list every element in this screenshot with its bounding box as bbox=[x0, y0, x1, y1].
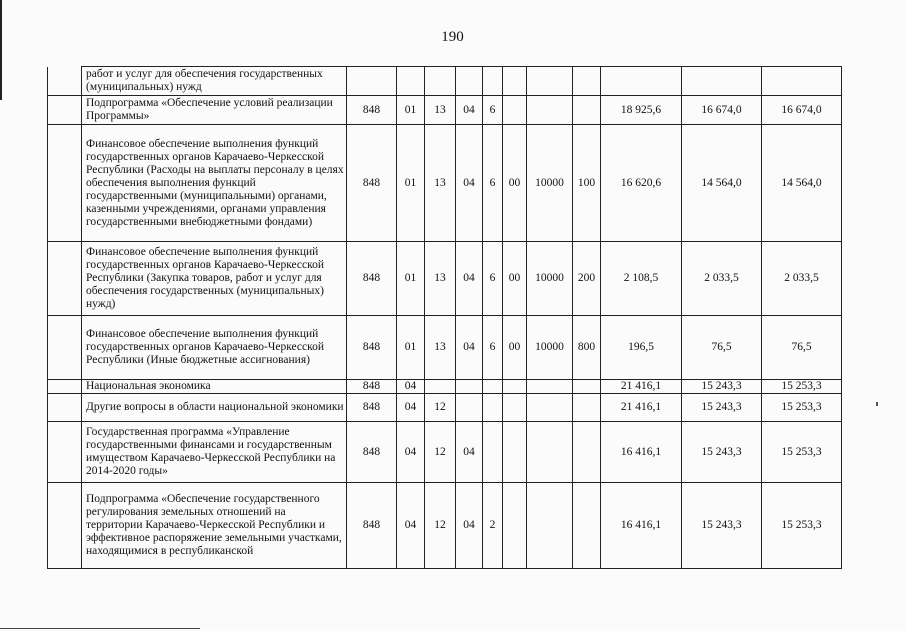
row-name: работ и услуг для обеспечения государственных (муниципальных) нужд bbox=[82, 67, 347, 96]
row-name: Финансовое обеспечение выполнения функций государственных органов Карачаево-Черкесской Республики (Иные бюджетные ассигнования) bbox=[82, 316, 347, 380]
amount-year-1: 2 108,5 bbox=[601, 242, 682, 316]
amount-year-2: 14 564,0 bbox=[682, 125, 762, 242]
row-name: Подпрограмма «Обеспечение условий реализации Программы» bbox=[82, 96, 347, 125]
row-name: Финансовое обеспечение выполнения функций государственных органов Карачаево-Черкесской Республики (Закупка товаров, работ и услуг для обеспечения государственных (муниципальных) нужд) bbox=[82, 242, 347, 316]
amount-year-1: 196,5 bbox=[601, 316, 682, 380]
ministry-code: 848 bbox=[347, 483, 397, 569]
program-code: 04 bbox=[456, 316, 483, 380]
amount-year-3: 16 674,0 bbox=[762, 96, 842, 125]
subprogram-code: 2 bbox=[483, 483, 503, 569]
row-name: Государственная программа «Управление государственными финансами и государственным имуществом Карачаево-Черкесской Республики на 2014-2020 годы» bbox=[82, 422, 347, 483]
subsection-code: 12 bbox=[425, 483, 456, 569]
expense-type-code bbox=[573, 422, 601, 483]
direction-code bbox=[503, 394, 527, 422]
amount-year-3: 15 253,3 bbox=[762, 483, 842, 569]
row-margin-cell bbox=[48, 96, 82, 125]
section-code: 04 bbox=[397, 394, 425, 422]
direction-code: 00 bbox=[503, 316, 527, 380]
row-name: Финансовое обеспечение выполнения функций государственных органов Карачаево-Черкесской Республики (Расходы на выплаты персоналу в целях обеспечения выполнения функций государственными (муниципальными) органами, казенными учреждениями, органами управления государственными внебюджетными фондами) bbox=[82, 125, 347, 242]
amount-year-3 bbox=[762, 67, 842, 96]
expense-type-code: 200 bbox=[573, 242, 601, 316]
subprogram-code bbox=[483, 422, 503, 483]
table-row bbox=[48, 483, 842, 569]
direction-code bbox=[503, 67, 527, 96]
amount-year-2: 16 674,0 bbox=[682, 96, 762, 125]
expense-type-code bbox=[573, 380, 601, 394]
section-code: 04 bbox=[397, 422, 425, 483]
section-code: 04 bbox=[397, 483, 425, 569]
amount-year-1: 18 925,6 bbox=[601, 96, 682, 125]
amount-year-2: 15 243,3 bbox=[682, 380, 762, 394]
page-number: 190 bbox=[441, 29, 464, 45]
subsection-code: 13 bbox=[425, 242, 456, 316]
ministry-code: 848 bbox=[347, 394, 397, 422]
subprogram-code: 6 bbox=[483, 96, 503, 125]
direction-code bbox=[503, 96, 527, 125]
section-code: 01 bbox=[397, 316, 425, 380]
table-row bbox=[48, 380, 842, 394]
target-code: 10000 bbox=[527, 316, 573, 380]
row-margin-cell bbox=[48, 67, 82, 96]
program-code: 04 bbox=[456, 96, 483, 125]
subsection-code: 12 bbox=[425, 422, 456, 483]
section-code: 01 bbox=[397, 96, 425, 125]
direction-code bbox=[503, 483, 527, 569]
amount-year-1 bbox=[601, 67, 682, 96]
target-code bbox=[527, 380, 573, 394]
amount-year-1: 21 416,1 bbox=[601, 380, 682, 394]
table-row bbox=[48, 125, 842, 242]
target-code: 10000 bbox=[527, 125, 573, 242]
table-row bbox=[48, 96, 842, 125]
program-code: 04 bbox=[456, 125, 483, 242]
row-name: Подпрограмма «Обеспечение государственного регулирования земельных отношений на территории Карачаево-Черкесской Республики и эффективное распоряжение земельными участками, находящимися в республиканской bbox=[82, 483, 347, 569]
target-code bbox=[527, 67, 573, 96]
amount-year-2: 76,5 bbox=[682, 316, 762, 380]
amount-year-1: 16 416,1 bbox=[601, 483, 682, 569]
scan-speck bbox=[876, 402, 878, 406]
ministry-code: 848 bbox=[347, 316, 397, 380]
expense-type-code bbox=[573, 96, 601, 125]
expense-type-code bbox=[573, 483, 601, 569]
program-code: 04 bbox=[456, 422, 483, 483]
row-margin-cell bbox=[48, 483, 82, 569]
table-row bbox=[48, 67, 842, 96]
scan-bottom-line bbox=[0, 628, 200, 629]
section-code bbox=[397, 67, 425, 96]
subsection-code: 13 bbox=[425, 125, 456, 242]
subsection-code bbox=[425, 67, 456, 96]
amount-year-1: 16 620,6 bbox=[601, 125, 682, 242]
table-row bbox=[48, 316, 842, 380]
amount-year-3: 15 253,3 bbox=[762, 394, 842, 422]
section-code: 04 bbox=[397, 380, 425, 394]
ministry-code: 848 bbox=[347, 242, 397, 316]
amount-year-3: 15 253,3 bbox=[762, 380, 842, 394]
section-code: 01 bbox=[397, 242, 425, 316]
subsection-code: 13 bbox=[425, 96, 456, 125]
amount-year-1: 21 416,1 bbox=[601, 394, 682, 422]
amount-year-2: 15 243,3 bbox=[682, 394, 762, 422]
row-margin-cell bbox=[48, 125, 82, 242]
subsection-code: 13 bbox=[425, 316, 456, 380]
row-name: Другие вопросы в области национальной экономики bbox=[82, 394, 347, 422]
amount-year-2: 15 243,3 bbox=[682, 483, 762, 569]
row-margin-cell bbox=[48, 380, 82, 394]
row-margin-cell bbox=[48, 394, 82, 422]
scan-left-edge bbox=[0, 0, 2, 100]
amount-year-1: 16 416,1 bbox=[601, 422, 682, 483]
direction-code: 00 bbox=[503, 242, 527, 316]
direction-code: 00 bbox=[503, 125, 527, 242]
ministry-code: 848 bbox=[347, 422, 397, 483]
subprogram-code: 6 bbox=[483, 242, 503, 316]
ministry-code: 848 bbox=[347, 380, 397, 394]
subprogram-code: 6 bbox=[483, 125, 503, 242]
expense-type-code bbox=[573, 394, 601, 422]
expense-type-code bbox=[573, 67, 601, 96]
expense-type-code: 800 bbox=[573, 316, 601, 380]
program-code bbox=[456, 67, 483, 96]
program-code: 04 bbox=[456, 242, 483, 316]
direction-code bbox=[503, 380, 527, 394]
subprogram-code bbox=[483, 394, 503, 422]
amount-year-2: 15 243,3 bbox=[682, 422, 762, 483]
direction-code bbox=[503, 422, 527, 483]
ministry-code: 848 bbox=[347, 125, 397, 242]
amount-year-3: 14 564,0 bbox=[762, 125, 842, 242]
table-row bbox=[48, 242, 842, 316]
subprogram-code bbox=[483, 67, 503, 96]
target-code bbox=[527, 483, 573, 569]
subsection-code: 12 bbox=[425, 394, 456, 422]
row-name: Национальная экономика bbox=[82, 380, 347, 394]
amount-year-3: 2 033,5 bbox=[762, 242, 842, 316]
target-code: 10000 bbox=[527, 242, 573, 316]
subsection-code bbox=[425, 380, 456, 394]
ministry-code: 848 bbox=[347, 96, 397, 125]
table-body bbox=[48, 67, 842, 569]
amount-year-3: 76,5 bbox=[762, 316, 842, 380]
target-code bbox=[527, 394, 573, 422]
expense-type-code: 100 bbox=[573, 125, 601, 242]
target-code bbox=[527, 422, 573, 483]
row-margin-cell bbox=[48, 316, 82, 380]
section-code: 01 bbox=[397, 125, 425, 242]
ministry-code bbox=[347, 67, 397, 96]
row-margin-cell bbox=[48, 242, 82, 316]
subprogram-code bbox=[483, 380, 503, 394]
table-row bbox=[48, 394, 842, 422]
program-code bbox=[456, 380, 483, 394]
subprogram-code: 6 bbox=[483, 316, 503, 380]
amount-year-3: 15 253,3 bbox=[762, 422, 842, 483]
budget-table bbox=[47, 66, 842, 569]
row-margin-cell bbox=[48, 422, 82, 483]
target-code bbox=[527, 96, 573, 125]
amount-year-2 bbox=[682, 67, 762, 96]
amount-year-2: 2 033,5 bbox=[682, 242, 762, 316]
program-code: 04 bbox=[456, 483, 483, 569]
table-row bbox=[48, 422, 842, 483]
program-code bbox=[456, 394, 483, 422]
